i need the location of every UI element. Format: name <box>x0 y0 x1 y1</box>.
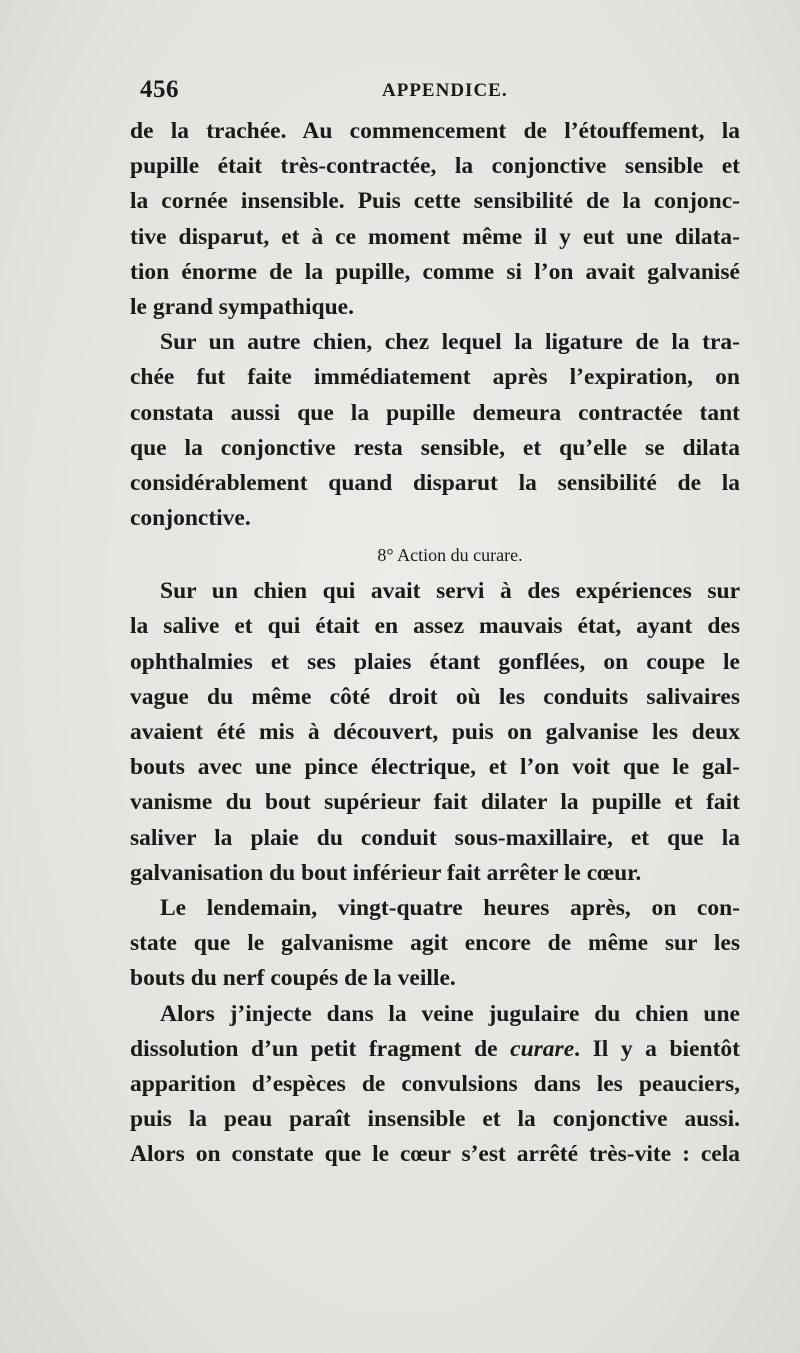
page-header <box>130 76 730 106</box>
section-heading: 8° Action du curare. <box>377 545 523 566</box>
text-line: considérablement quand disparut la sensibilité de la <box>130 469 740 496</box>
running-title: APPENDICE. <box>382 80 508 101</box>
text-line: Le lendemain, vingt-quatre heures après, on con- <box>160 894 740 921</box>
text-line: vanisme du bout supérieur fait dilater la pupille et fait <box>130 789 740 816</box>
text-run: . Il y a bientôt <box>574 1035 740 1062</box>
text-line: puis la peau paraît insensible et la conjonctive aussi. <box>130 1106 740 1133</box>
text-line: Sur un autre chien, chez lequel la ligature de la tra- <box>160 329 740 356</box>
text-line: saliver la plaie du conduit sous-maxillaire, et que la <box>130 824 740 851</box>
text-line: galvanisation du bout inférieur fait arrêter le cœur. <box>130 859 642 886</box>
italic-term: curare <box>510 1035 575 1062</box>
text-line: pupille était très-contractée, la conjonctive sensible et <box>130 153 740 180</box>
page-number: 456 <box>140 76 179 103</box>
text-line: ophthalmies et ses plaies étant gonflées, on coupe le <box>130 648 740 675</box>
text-line: constata aussi que la pupille demeura contractée tant <box>130 399 740 426</box>
text-line <box>130 1032 740 1067</box>
text-line: tion énorme de la pupille, comme si l’on avait galvanisé <box>130 258 740 285</box>
text-line: la cornée insensible. Puis cette sensibilité de la conjonc- <box>130 188 740 215</box>
text-line: Alors on constate que le cœur s’est arrêté très-vite : cela <box>130 1141 740 1168</box>
text-line: la salive et qui était en assez mauvais état, ayant des <box>130 613 740 640</box>
text-line: state que le galvanisme agit encore de même sur les <box>130 930 740 957</box>
text-line: le grand sympathique. <box>130 293 354 320</box>
text-run: dissolution d’un petit fragment de <box>130 1035 511 1062</box>
text-line: chée fut faite immédiatement après l’expiration, on <box>130 364 740 391</box>
text-line: avaient été mis à découvert, puis on galvanise les deux <box>130 719 740 745</box>
text-line: conjonctive. <box>130 505 251 532</box>
text-line: de la trachée. Au commencement de l’étouffement, la <box>130 118 740 144</box>
text-line: bouts avec une pince électrique, et l’on voit que le gal- <box>130 754 740 781</box>
body-text <box>130 114 740 1172</box>
text-line: tive disparut, et à ce moment même il y eut une dilata- <box>130 223 740 250</box>
text-line: bouts du nerf coupés de la veille. <box>130 965 456 992</box>
text-line: Sur un chien qui avait servi à des expériences sur <box>160 578 740 605</box>
text-line: Alors j’injecte dans la veine jugulaire du chien une <box>160 1000 740 1027</box>
text-line: vague du même côté droit où les conduits salivaires <box>130 683 740 710</box>
text-line: apparition d’espèces de convulsions dans les peauciers, <box>130 1070 740 1097</box>
text-line: que la conjonctive resta sensible, et qu’elle se dilata <box>130 434 740 461</box>
